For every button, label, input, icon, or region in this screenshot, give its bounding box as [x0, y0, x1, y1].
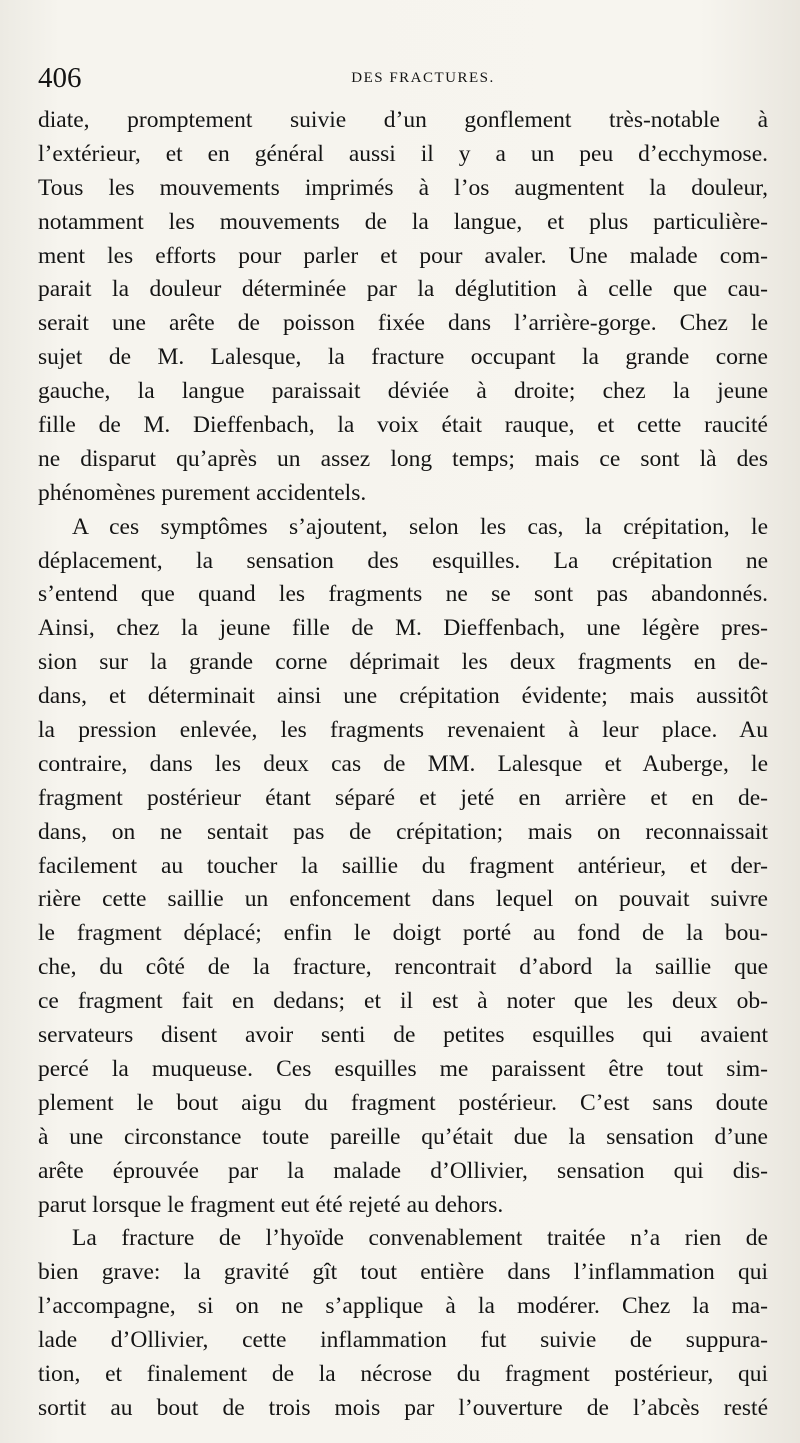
text-line: tion, et finalement de la nécrose du fragment postérieur, qui	[38, 1360, 768, 1387]
body-text	[38, 104, 768, 1426]
text-line: le fragment déplacé; enfin le doigt porté au fond de la bou-	[38, 920, 768, 947]
text-line: A ces symptômes s’ajoutent, selon les cas, la crépitation, le	[72, 513, 768, 540]
text-line: s’entend que quand les fragments ne se sont pas abandonnés.	[38, 581, 768, 608]
text-line: bien grave: la gravité gît tout entière dans l’inflammation qui	[38, 1259, 768, 1286]
text-line: ment les efforts pour parler et pour avaler. Une malade com-	[38, 242, 768, 269]
page-header	[38, 60, 758, 96]
text-line: à une circonstance toute pareille qu’était due la sensation d’une	[38, 1123, 768, 1150]
text-line: ce fragment fait en dedans; et il est à noter que les deux ob-	[38, 988, 768, 1015]
text-line: dans, et déterminait ainsi une crépitation évidente; mais aussitôt	[38, 683, 768, 710]
text-line: facilement au toucher la saillie du fragment antérieur, et der-	[38, 852, 768, 879]
text-line: plement le bout aigu du fragment postérieur. C’est sans doute	[38, 1089, 768, 1116]
text-line: arête éprouvée par la malade d’Ollivier, sensation qui dis-	[38, 1157, 768, 1184]
text-line: fragment postérieur étant séparé et jeté en arrière et en de-	[38, 784, 768, 811]
text-line: servateurs disent avoir senti de petites esquilles qui avaient	[38, 1022, 768, 1049]
text-line: ne disparut qu’après un assez long temps; mais ce sont là des	[38, 445, 768, 472]
text-line: dans, on ne sentait pas de crépitation; mais on reconnaissait	[38, 818, 768, 845]
text-line: sion sur la grande corne déprimait les deux fragments en de-	[38, 649, 768, 676]
text-line: l’extérieur, et en général aussi il y a un peu d’ecchymose.	[38, 140, 768, 167]
running-head: DES FRACTURES.	[351, 70, 495, 86]
text-line: gauche, la langue paraissait déviée à droite; chez la jeune	[38, 378, 768, 405]
text-line: parut lorsque le fragment eut été rejeté au dehors.	[38, 1191, 504, 1218]
text-line: déplacement, la sensation des esquilles. La crépitation ne	[38, 547, 768, 574]
text-line: fille de M. Dieffenbach, la voix était rauque, et cette raucité	[38, 412, 768, 439]
text-line: contraire, dans les deux cas de MM. Lalesque et Auberge, le	[38, 750, 768, 777]
text-line: serait une arête de poisson fixée dans l’arrière-gorge. Chez le	[38, 310, 768, 337]
page-number: 406	[38, 62, 82, 94]
text-line: diate, promptement suivie d’un gonflement très-notable à	[38, 107, 768, 133]
text-line: sortit au bout de trois mois par l’ouverture de l’abcès resté	[38, 1394, 768, 1421]
text-line: rière cette saillie un enfoncement dans lequel on pouvait suivre	[38, 886, 768, 913]
text-line: Ainsi, chez la jeune fille de M. Dieffenbach, une légère pres-	[38, 615, 768, 642]
text-line: sujet de M. Lalesque, la fracture occupant la grande corne	[38, 344, 768, 371]
text-line: La fracture de l’hyoïde convenablement traitée n’a rien de	[72, 1225, 768, 1252]
text-line: Tous les mouvements imprimés à l’os augmentent la douleur,	[38, 174, 768, 201]
text-line: lade d’Ollivier, cette inflammation fut suivie de suppura-	[38, 1327, 768, 1354]
text-line: l’accompagne, si on ne s’applique à la modérer. Chez la ma-	[38, 1293, 768, 1320]
text-line: che, du côté de la fracture, rencontrait d’abord la saillie que	[38, 954, 768, 981]
text-line: parait la douleur déterminée par la déglutition à celle que cau-	[38, 276, 768, 303]
text-line: notamment les mouvements de la langue, et plus particulière-	[38, 208, 768, 235]
text-line: la pression enlevée, les fragments revenaient à leur place. Au	[38, 717, 768, 744]
text-line: phénomènes purement accidentels.	[38, 479, 367, 506]
text-line: percé la muqueuse. Ces esquilles me paraissent être tout sim-	[38, 1055, 768, 1082]
